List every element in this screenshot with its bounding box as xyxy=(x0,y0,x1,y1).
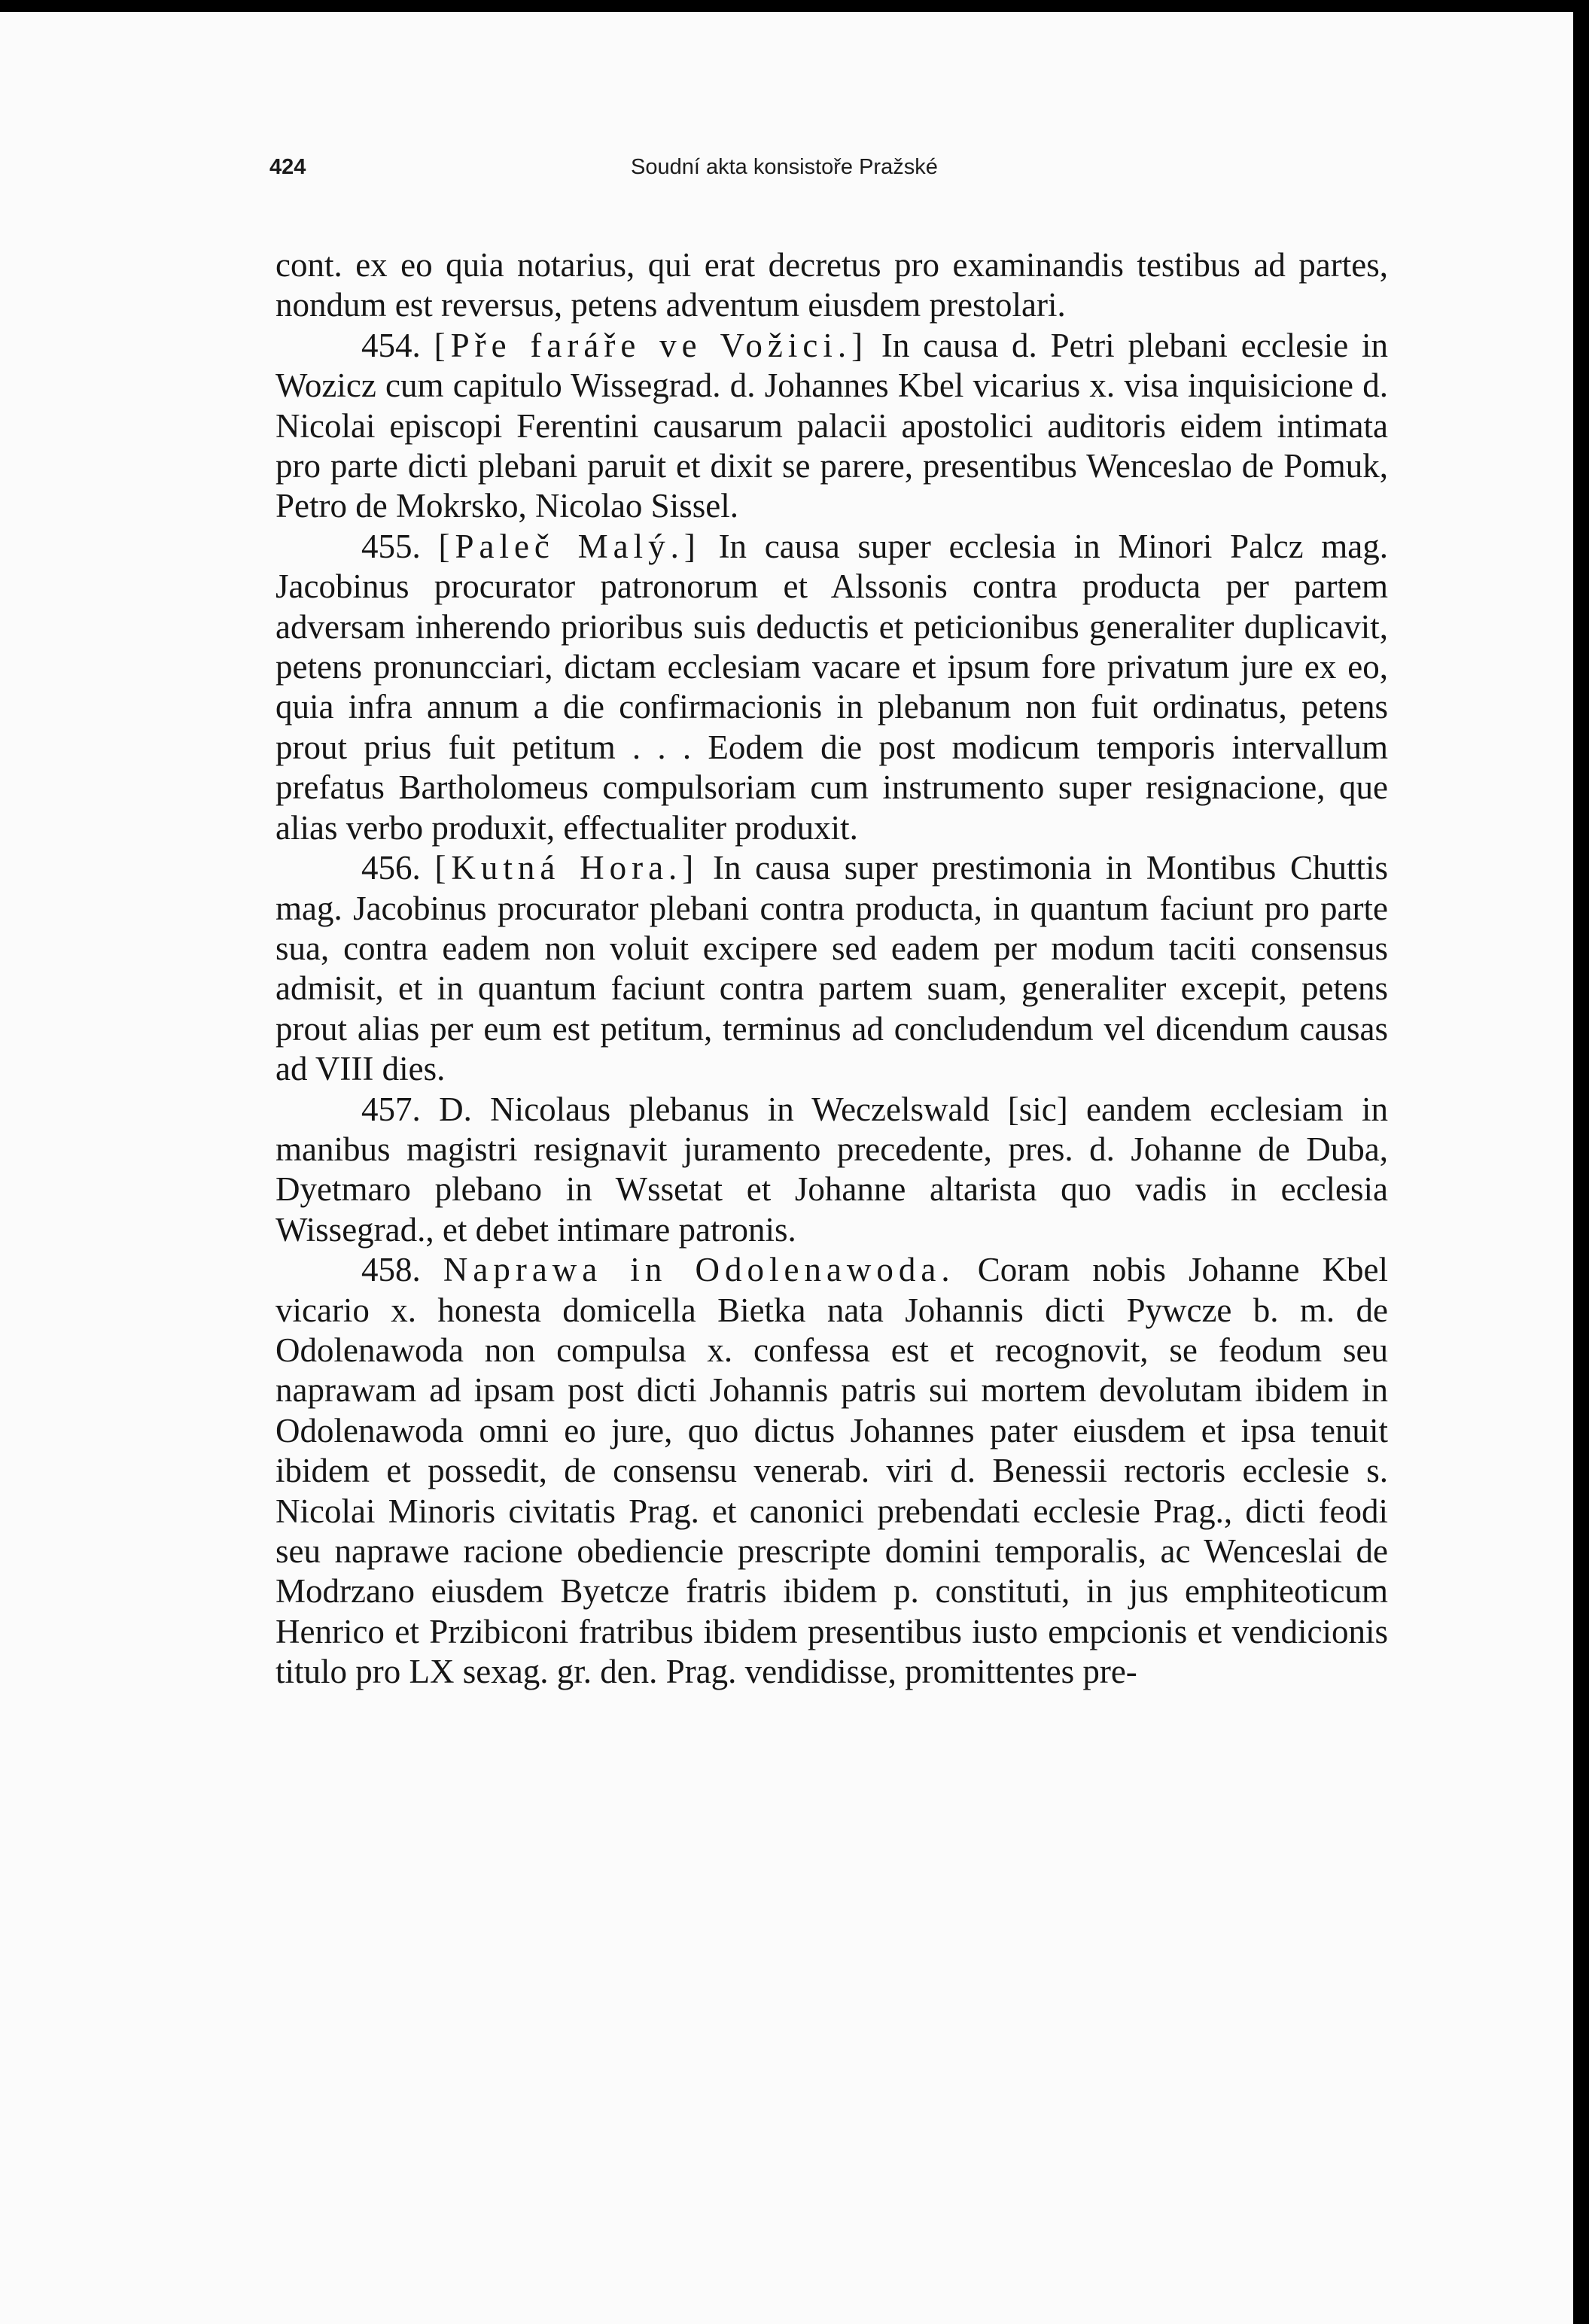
entry-text: In causa super ecclesia in Minori Palcz mag. Jacobinus procurator patronorum et Alssonis contra producta per partem adversam inherendo prioribus suis deductis et peticionibus generaliter duplicavit, petens pronuncciari, dictam ecclesiam vacare et ipsum fore privatum jure ex eo, quia infra annum a die confirmacionis in plebanum non fuit ordinatus, petens prout prius fuit petitum . . . Eodem die post modicum temporis intervallum prefatus Bartholomeus compulsoriam cum instrumento super resignacione, que alias verbo produxit, effectualiter produxit. xyxy=(275,527,1388,847)
entry-455 xyxy=(275,527,1388,848)
page-header xyxy=(269,155,1033,185)
page-number: 424 xyxy=(269,155,306,179)
entry-number: 455. xyxy=(361,527,421,565)
entry-heading: Naprawa in Odolenawoda. xyxy=(443,1251,955,1289)
entry-number: 456. xyxy=(361,849,421,887)
entry-heading: [Kutná Hora.] xyxy=(434,849,699,887)
entry-continuation xyxy=(275,245,1388,326)
entry-text: D. Nicolaus plebanus in Weczelswald [sic] eandem ecclesiam in manibus magistri resignavit juramento precedente, pres. d. Johanne de Duba, Dyetmaro plebano in Wssetat et Johanne altarista quo vadis in ecclesia Wissegrad., et debet intimare patronis. xyxy=(275,1090,1388,1249)
entry-text: In causa d. Petri plebani ecclesie in Wozicz cum capitulo Wissegrad. d. Johannes Kbel vicarius x. visa inquisicione d. Nicolai episcopi Ferentini causarum palacii apostolici auditoris eidem intimata pro parte dicti plebani paruit et dixit se parere, presentibus Wenceslao de Pomuk, Petro de Mokrsko, Nicolao Sissel. xyxy=(275,326,1389,525)
document-page xyxy=(0,12,1573,2324)
entry-456 xyxy=(275,848,1388,1089)
entry-457 xyxy=(275,1090,1388,1251)
document-text xyxy=(275,245,1388,1693)
running-title: Soudní akta konsistoře Pražské xyxy=(631,155,938,179)
entry-heading: [Paleč Malý.] xyxy=(438,527,701,565)
entry-458 xyxy=(275,1250,1388,1692)
entry-number: 457. xyxy=(361,1090,421,1128)
entry-text: Coram nobis Johanne Kbel vicario x. honesta domicella Bietka nata Johannis dicti Pywcze b. m. de Odolenawoda non compulsa x. confessa est et recognovit, se feodum seu naprawam ad ipsam post dicti Johannis patris sui mortem devolutam ibidem in Odolenawoda omni eo jure, quo dictus Johannes pater eiusdem et ipsa tenuit ibidem et possedit, de consensu venerab. viri d. Benessii rectoris ecclesie s. Nicolai Minoris civitatis Prag. et canonici prebendati ecclesie Prag., dicti feodi seu naprawe racione obediencie prescripte domini temporalis, ac Wenceslai de Modrzano eiusdem Byetcze fratris ibidem p. constituti, in jus emphiteoticum Henrico et Przibiconi fratribus ibidem presentibus iusto empcionis et vendicionis titulo pro LX sexag. gr. den. Prag. vendidisse, promittentes pre- xyxy=(275,1251,1389,1691)
scan-border xyxy=(1573,0,1589,2324)
entry-text: cont. ex eo quia notarius, qui erat decretus pro examinandis testibus ad partes, nondum est reversus, petens adventum eiusdem prestolari. xyxy=(275,246,1388,324)
entry-heading: [Pře faráře ve Vožici.] xyxy=(434,326,869,364)
entry-454 xyxy=(275,326,1388,527)
entry-number: 454. xyxy=(361,326,421,364)
entry-number: 458. xyxy=(361,1251,421,1289)
entry-text: In causa super prestimonia in Montibus Chuttis mag. Jacobinus procurator plebani contra producta, in quantum faciunt pro parte sua, contra eadem non voluit excipere sed eadem per modum taciti consensus admisit, et in quantum faciunt contra partem suam, generaliter excepit, petens prout alias per eum est petitum, terminus ad concludendum vel dicendum causas ad VIII dies. xyxy=(275,849,1388,1088)
